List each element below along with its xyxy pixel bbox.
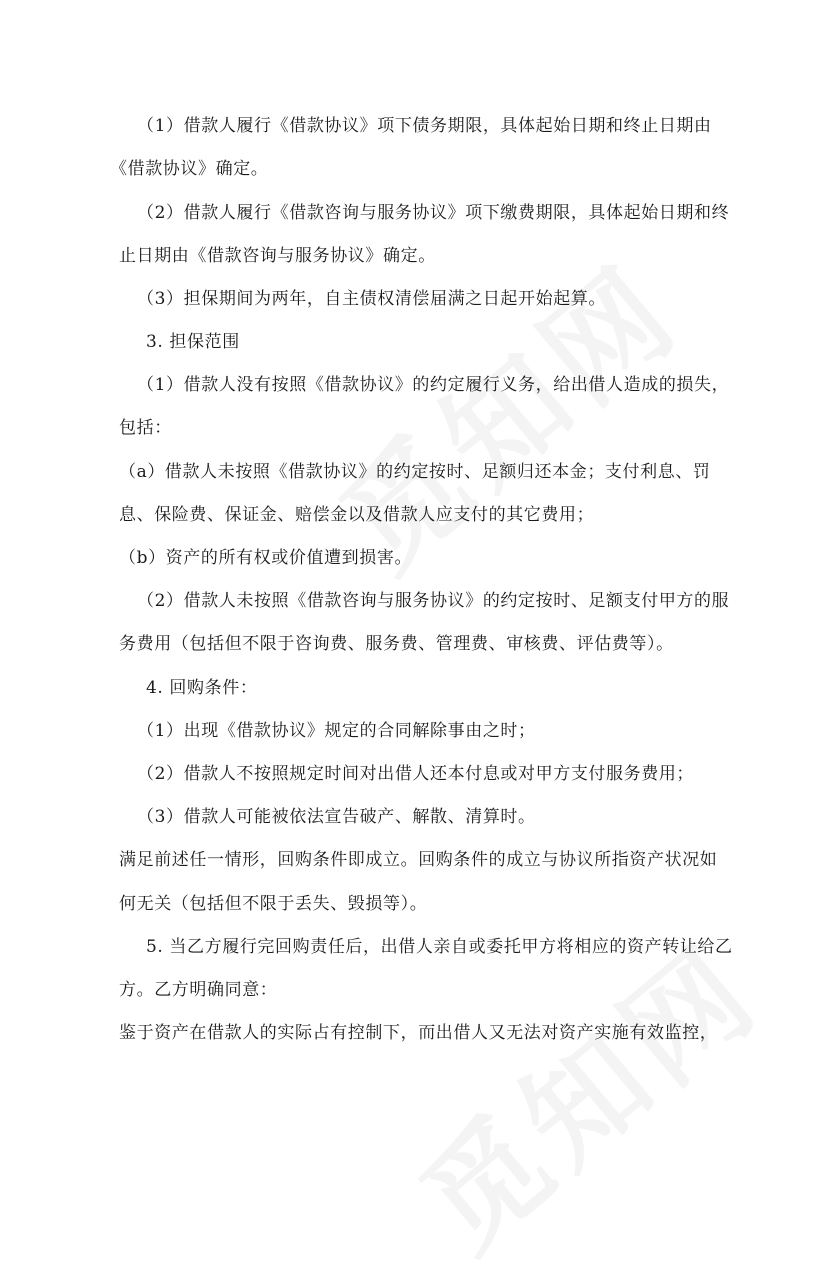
text-line: （1）出现《借款协议》规定的合同解除事由之时； [137, 721, 536, 741]
text-line: 务费用（包括但不限于咨询费、服务费、管理费、审核费、评估费等）。 [119, 634, 674, 654]
section-heading: 4. 回购条件： [146, 678, 258, 698]
section-heading: 3. 担保范围 [146, 332, 240, 352]
text-line: 息、保险费、保证金、赔偿金以及借款人应支付的其它费用； [119, 505, 595, 525]
text-line: （b）资产的所有权或价值遭到损害。 [119, 548, 413, 568]
text-line: （2）借款人未按照《借款咨询与服务协议》的约定按时、足额支付甲方的服 [137, 591, 730, 611]
text-line: （2）借款人履行《借款咨询与服务协议》项下缴费期限，具体起始日期和终 [137, 203, 730, 223]
text-line: （3）担保期间为两年，自主债权清偿届满之日起开始起算。 [137, 289, 607, 309]
text-line: 何无关（包括但不限于丢失、毁损等）。 [119, 894, 428, 914]
section-heading: 5. 当乙方履行完回购责任后，出借人亲自或委托甲方将相应的资产转让给乙 [146, 937, 733, 957]
text-line: 鉴于资产在借款人的实际占有控制下，而出借人又无法对资产实施有效监控， [119, 1023, 718, 1043]
text-line: （2）借款人不按照规定时间对出借人还本付息或对甲方支付服务费用； [137, 764, 695, 784]
text-line: 《借款协议》确定。 [110, 159, 269, 179]
text-line: （1）借款人履行《借款协议》项下债务期限，具体起始日期和终止日期由 [137, 116, 712, 136]
text-line: （a）借款人未按照《借款协议》的约定按时、足额归还本金；支付利息、罚 [119, 462, 711, 482]
text-line: （1）借款人没有按照《借款协议》的约定履行义务，给出借人造成的损失， [137, 375, 730, 395]
text-line: （3）借款人可能被依法宣告破产、解散、清算时。 [137, 807, 536, 827]
text-line: 包括： [119, 418, 172, 438]
text-line: 方。乙方明确同意： [119, 980, 278, 1000]
text-line: 止日期由《借款咨询与服务协议》确定。 [119, 246, 436, 266]
watermark [300, 219, 709, 601]
text-line: 满足前述任一情形，回购条件即成立。回购条件的成立与协议所指资产状况如 [119, 850, 718, 870]
